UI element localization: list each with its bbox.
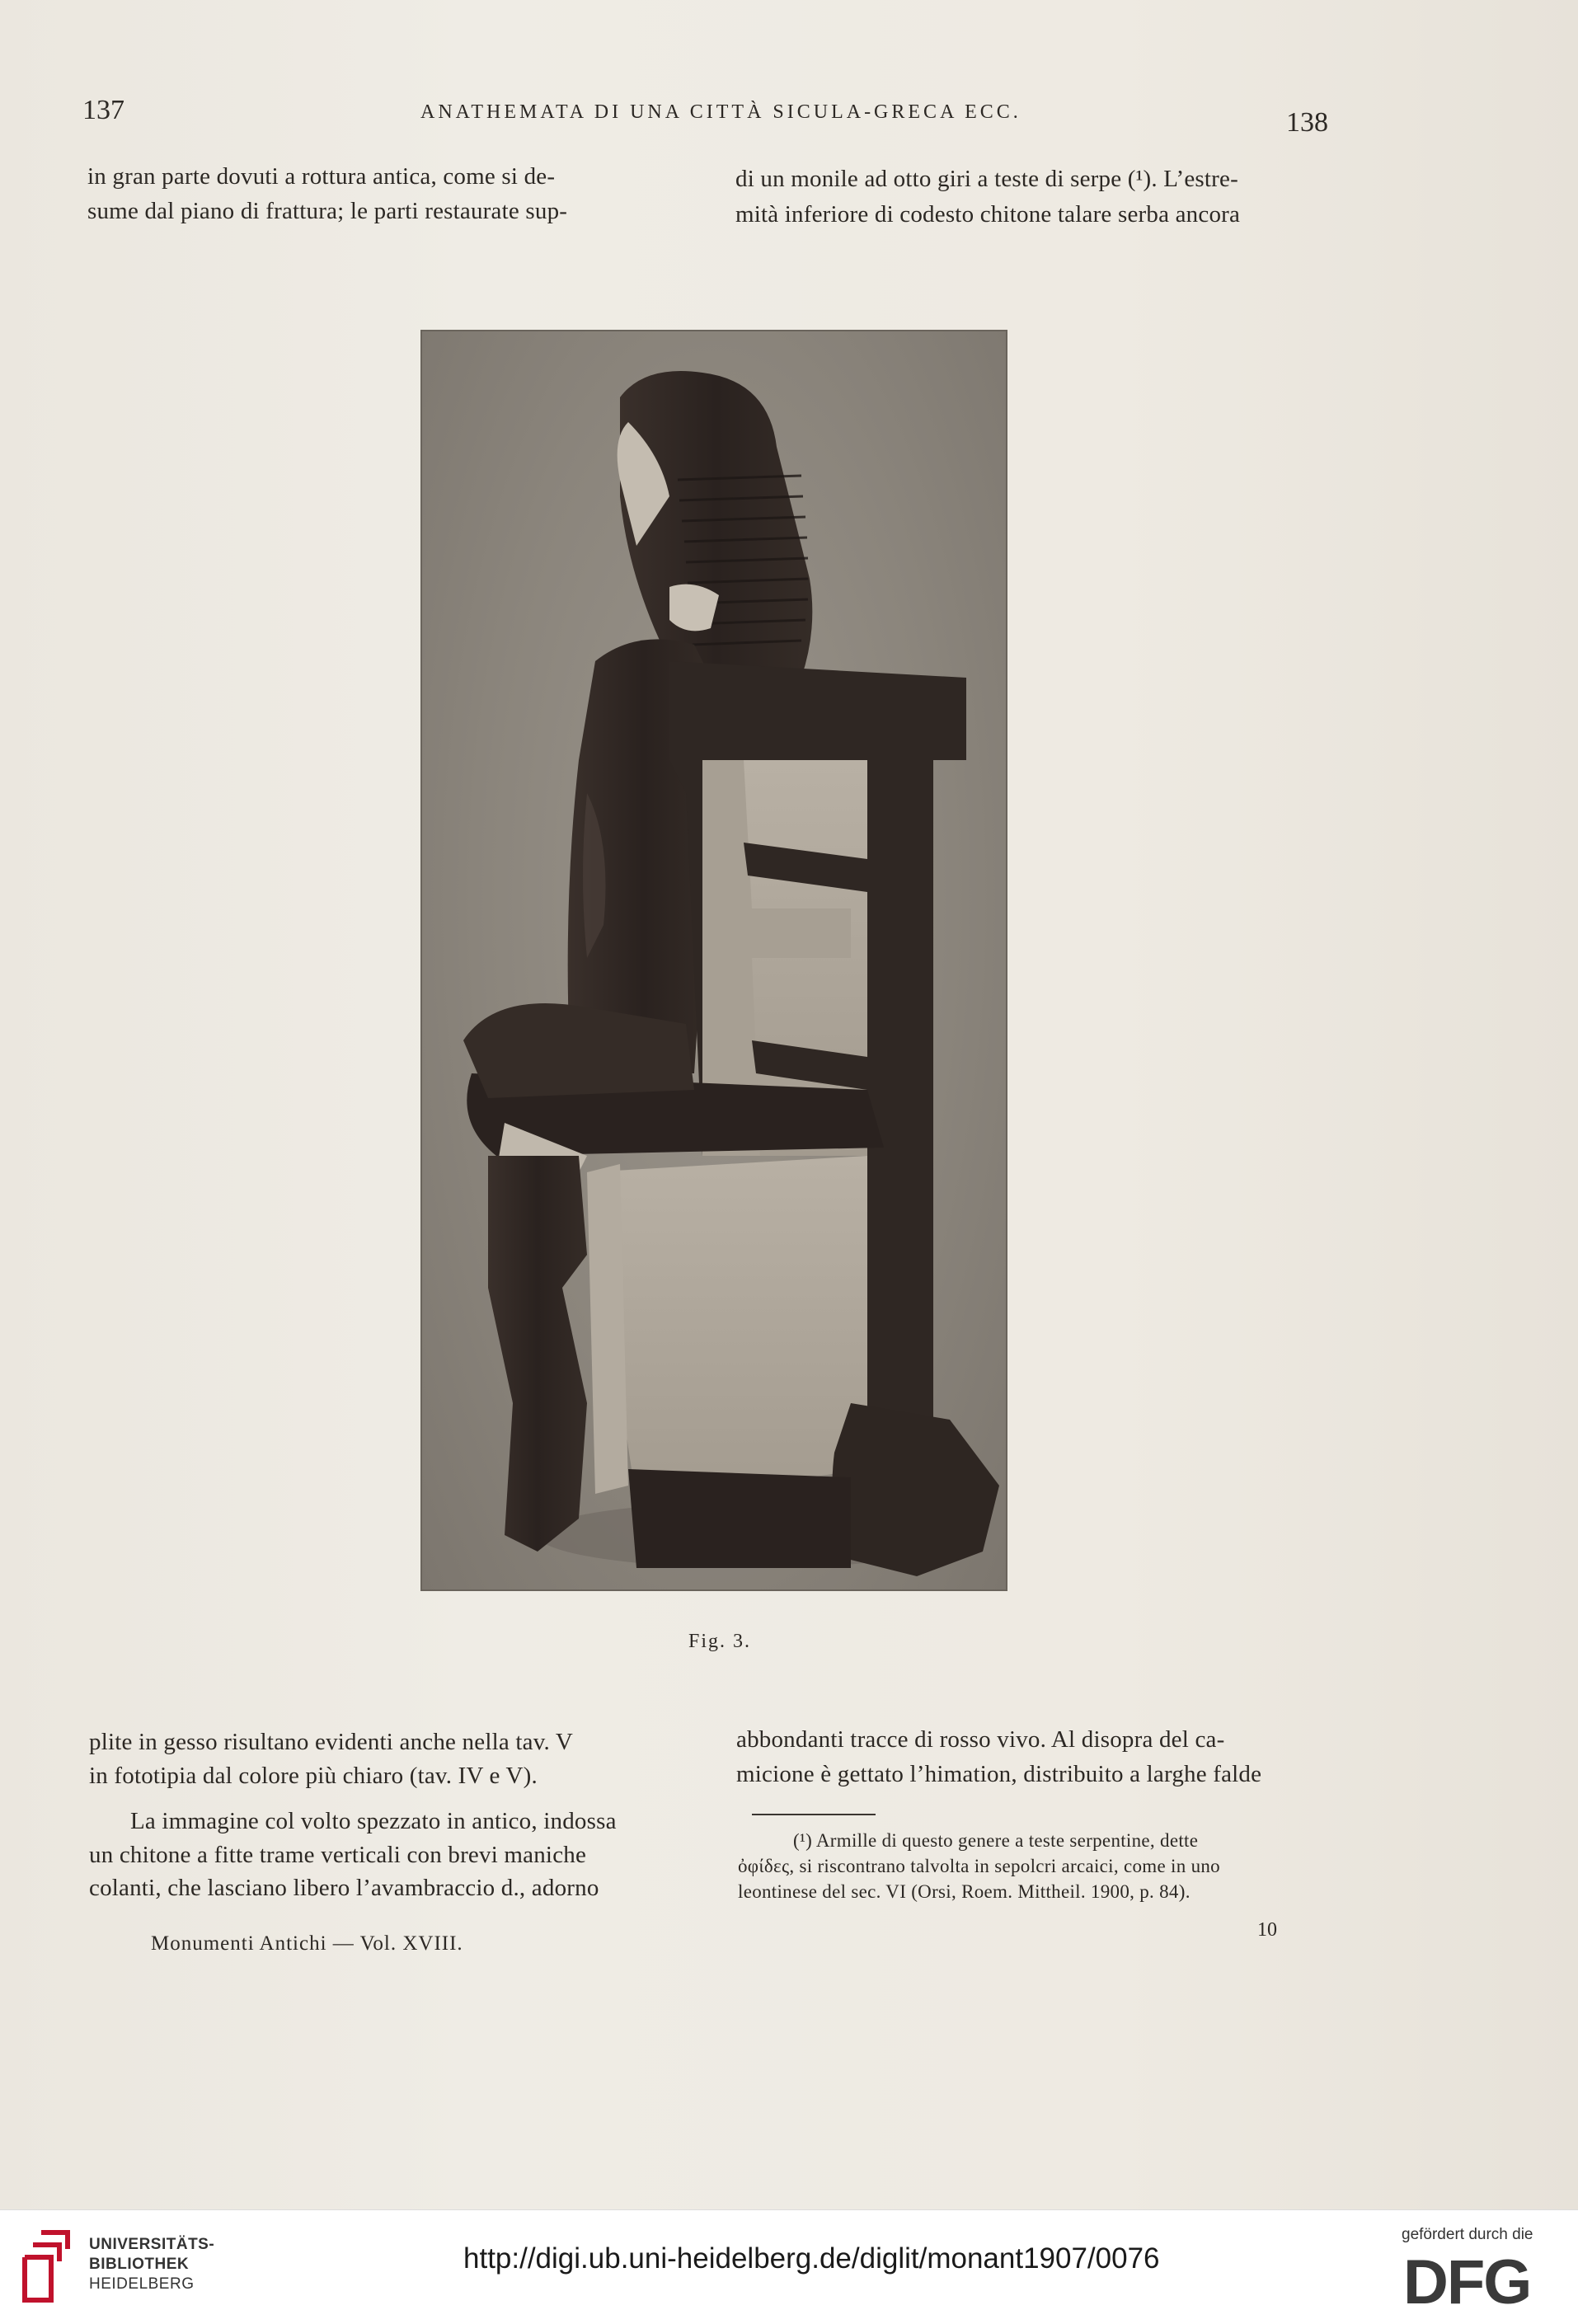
- funded-by-label: gefördert durch die: [1402, 2226, 1533, 2243]
- permalink-url[interactable]: http://digi.ub.uni-heidelberg.de/diglit/monant1907/0076: [463, 2242, 1160, 2275]
- dfg-logo-icon[interactable]: [1402, 2251, 1558, 2310]
- footnote-line: (¹) Armille di questo genere a teste serpentine, dette: [793, 1830, 1199, 1851]
- text-line: La immagine col volto spezzato in antico, indossa: [130, 1808, 617, 1834]
- text-line: in gran parte dovuti a rottura antica, come si de-: [87, 163, 556, 190]
- dfg-logo-text: DFG: [1403, 2251, 1531, 2310]
- footnote-line: ὀφίδες, si riscontrano talvolta in sepolcri arcaici, come in uno: [738, 1856, 1220, 1876]
- text-line: abbondanti tracce di rosso vivo. Al disopra del ca-: [736, 1726, 1225, 1753]
- ub-heidelberg-logo-icon[interactable]: [16, 2224, 82, 2315]
- text-line: in fototipia dal colore più chiaro (tav. IV e V).: [89, 1763, 538, 1789]
- text-line: plite in gesso risultano evidenti anche nella tav. V: [89, 1729, 574, 1755]
- figure-photograph: [420, 330, 1007, 1591]
- library-name-line: UNIVERSITÄTS-: [89, 2236, 215, 2253]
- text-line: di un monile ad otto giri a teste di serpe (¹). L’estre-: [735, 166, 1238, 192]
- text-line: sume dal piano di frattura; le parti restaurate sup-: [87, 198, 568, 224]
- page-number-left: 137: [82, 95, 124, 125]
- text-line: un chitone a fitte trame verticali con brevi maniche: [89, 1842, 587, 1868]
- figure-caption: Fig. 3.: [688, 1631, 752, 1652]
- page-number-right: 138: [1286, 107, 1328, 138]
- running-head: ANATHEMATA DI UNA CITTÀ SICULA-GRECA ECC.: [420, 101, 1021, 123]
- text-line: micione è gettato l’himation, distribuito a larghe falde: [736, 1761, 1262, 1787]
- library-name-line: HEIDELBERG: [89, 2275, 195, 2293]
- journal-footer: Monumenti Antichi — Vol. XVIII.: [151, 1932, 463, 1955]
- library-name-line: BIBLIOTHEK: [89, 2256, 190, 2273]
- text-line: colanti, che lasciano libero l’avambraccio d., adorno: [89, 1875, 599, 1901]
- signature-number: 10: [1257, 1919, 1277, 1941]
- seated-statue-illustration: [422, 331, 1007, 1591]
- text-line: mità inferiore di codesto chitone talare serba ancora: [735, 201, 1241, 228]
- footnote-line: leontinese del sec. VI (Orsi, Roem. Mittheil. 1900, p. 84).: [738, 1881, 1191, 1902]
- footnote-rule: [752, 1814, 876, 1815]
